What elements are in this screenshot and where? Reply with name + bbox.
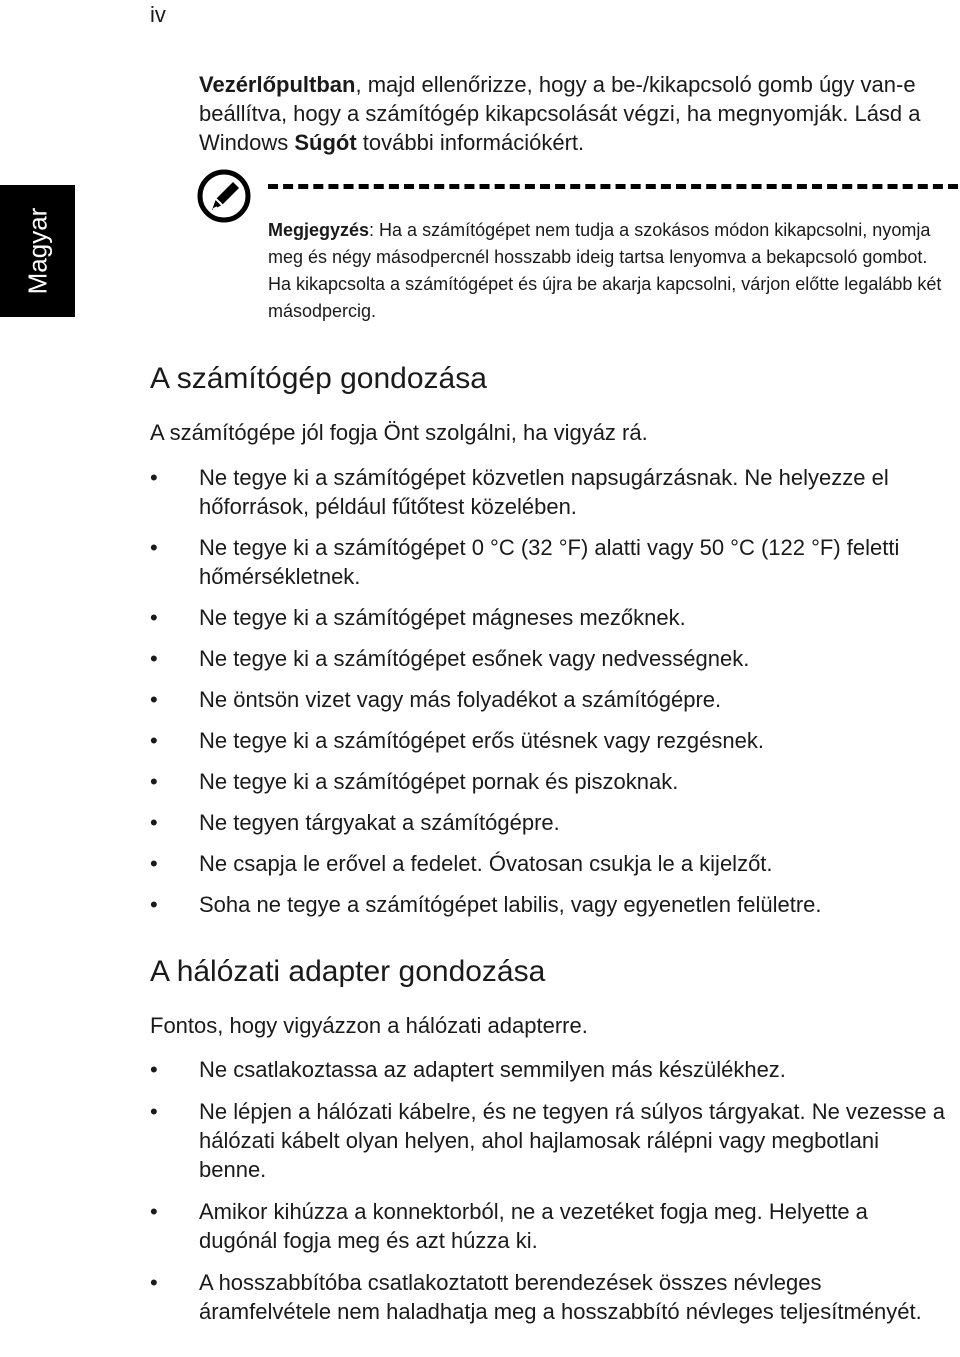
note-divider (268, 184, 958, 189)
intro-paragraph (199, 70, 939, 157)
list-item: • Ne tegye ki a számítógépet erős ütésnek vagy rezgésnek. (150, 726, 950, 755)
side-tab-label: Magyar (22, 207, 52, 295)
list-item: • Ne tegye ki a számítógépet mágneses mezőknek. (150, 603, 950, 632)
section-lead-computer-care: A számítógépe jól fogja Önt szolgálni, ha vigyáz rá. (150, 420, 648, 445)
list-item: • Ne tegye ki a számítógépet pornak és piszoknak. (150, 767, 950, 796)
care-list (150, 463, 950, 931)
list-item: • Ne csapja le erővel a fedelet. Óvatosan csukja le a kijelzőt. (150, 849, 950, 878)
language-side-tab (0, 185, 75, 317)
list-item: • A hosszabbítóba csatlakoztatott berendezések összes névleges áramfelvétele nem haladhatja meg a hosszabbító névleges teljesítményét. (150, 1268, 950, 1326)
note-text: : Ha a számítógépet nem tudja a szokásos módon kikapcsolni, nyomja meg és négy másodpercnél hosszabb ideig tartsa lenyomva a bekapcsoló gombot. Ha kikapcsolta a számítógépet és újra be akarja kapcsolni, várjon előtte legalább két másodpercig. (268, 220, 942, 321)
section-heading-computer-care: A számítógép gondozása (150, 362, 487, 395)
note-pen-icon (196, 168, 252, 224)
list-item: • Ne lépjen a hálózati kábelre, és ne tegyen rá súlyos tárgyakat. Ne vezesse a hálózati kábelt olyan helyen, ahol hajlamosak rálépni vagy megbotlani benne. (150, 1097, 950, 1184)
intro-bold-control-panel: Vezérlőpultban (199, 72, 356, 97)
intro-text-2: további információkért. (356, 130, 585, 155)
section-lead-adapter-care: Fontos, hogy vigyázzon a hálózati adapterre. (150, 1013, 588, 1038)
list-item: • Ne tegye ki a számítógépet 0 °C (32 °F) alatti vagy 50 °C (122 °F) feletti hőmérsékletnek. (150, 533, 950, 591)
list-item: • Ne tegye ki a számítógépet közvetlen napsugárzásnak. Ne helyezze el hőforrások, például fűtőtest közelében. (150, 463, 950, 521)
list-item: • Amikor kihúzza a konnektorból, ne a vezetéket fogja meg. Helyette a dugónál fogja meg és azt húzza ki. (150, 1197, 950, 1255)
section-heading-adapter-care: A hálózati adapter gondozása (150, 955, 546, 988)
list-item: • Ne öntsön vizet vagy más folyadékot a számítógépre. (150, 685, 950, 714)
intro-text-1: , majd ellenőrizze, hogy a be-/kikapcsoló gomb úgy van-e beállítva, hogy a számítógép kikapcsolását végzi, ha megnyomják. Lásd a Windows (199, 72, 921, 155)
list-item: • Ne csatlakoztassa az adaptert semmilyen más készülékhez. (150, 1055, 950, 1084)
note-paragraph (268, 217, 948, 325)
list-item: • Ne tegyen tárgyakat a számítógépre. (150, 808, 950, 837)
intro-bold-help: Súgót (294, 130, 357, 155)
note-label: Megjegyzés (268, 220, 370, 240)
page-number: iv (150, 2, 166, 27)
adapter-list (150, 1055, 950, 1339)
list-item: • Soha ne tegye a számítógépet labilis, vagy egyenetlen felületre. (150, 890, 950, 919)
list-item: • Ne tegye ki a számítógépet esőnek vagy nedvességnek. (150, 644, 950, 673)
